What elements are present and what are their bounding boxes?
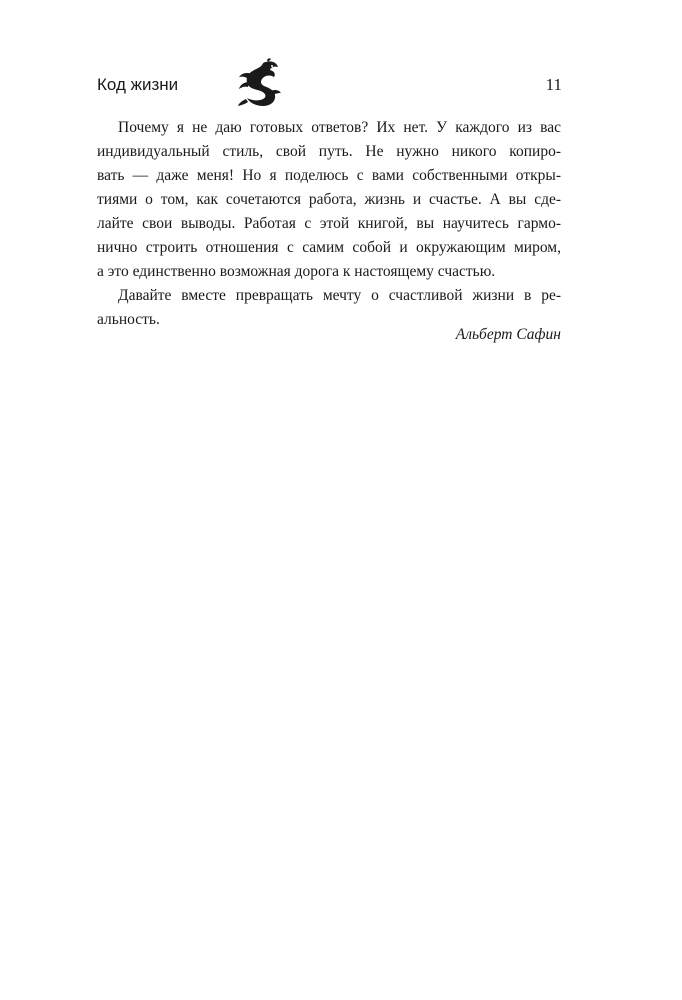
text-line: лайте свои выводы. Работая с этой книгой, вы научитесь гармо- bbox=[97, 215, 561, 232]
page-number: 11 bbox=[545, 75, 562, 94]
author-signature: Альберт Сафин bbox=[455, 326, 561, 343]
paragraph-1 bbox=[97, 116, 561, 284]
text-line: вать — даже меня! Но я поделюсь с вами собственными откры- bbox=[97, 167, 561, 184]
text-line: Почему я не даю готовых ответов? Их нет. У каждого из вас bbox=[118, 119, 561, 136]
running-title: Код жизни bbox=[97, 75, 179, 94]
text-line: индивидуальный стиль, свой путь. Не нужно никого копиро- bbox=[97, 143, 561, 160]
text-line: тиями о том, как сочетаются работа, жизнь и счастье. А вы сде- bbox=[97, 191, 561, 208]
text-line: альность. bbox=[97, 311, 160, 328]
dragon-icon bbox=[236, 58, 282, 108]
text-line: Давайте вместе превращать мечту о счастливой жизни в ре- bbox=[118, 287, 561, 304]
text-line: а это единственно возможная дорога к настоящему счастью. bbox=[97, 263, 496, 280]
text-line: нично строить отношения с самим собой и окружающим миром, bbox=[97, 239, 561, 256]
body-text bbox=[97, 116, 561, 332]
